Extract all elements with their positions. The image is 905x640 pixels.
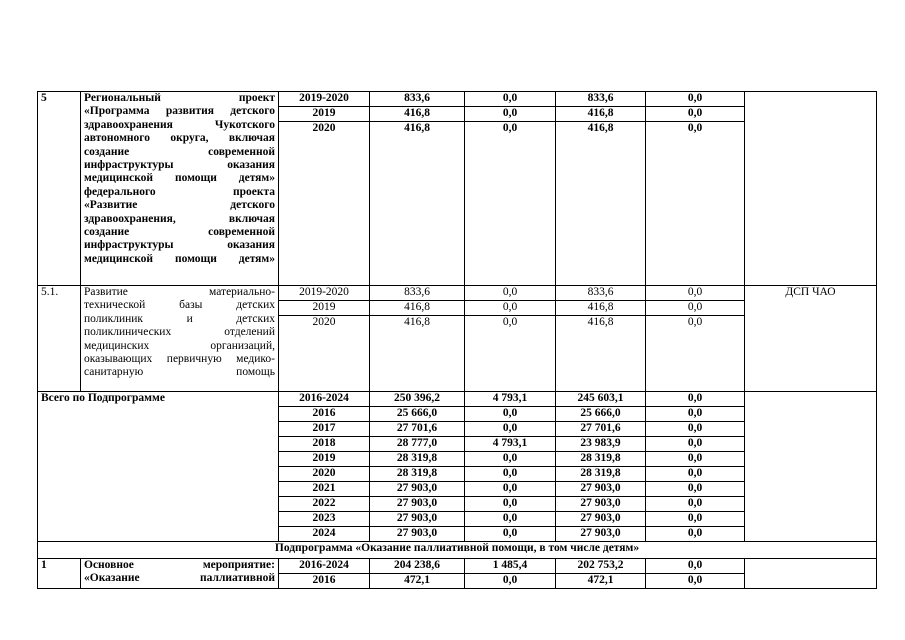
subprogram-total-federal-budget-cell: 0,0 bbox=[465, 452, 556, 467]
subprogram-total-total-cell: 27 903,0 bbox=[370, 497, 465, 512]
project-5-regional-budget-cell: 416,8 bbox=[556, 107, 646, 122]
activity-1-regional-budget-cell: 472,1 bbox=[556, 574, 646, 589]
subprogram-total-year-cell: 2023 bbox=[279, 512, 370, 527]
subprogram-total-federal-budget-cell: 0,0 bbox=[465, 527, 556, 542]
subprogram-total-year-cell: 2017 bbox=[279, 422, 370, 437]
subprogram-total-year-cell: 2021 bbox=[279, 482, 370, 497]
project-5-year-cell: 2019 bbox=[279, 107, 370, 122]
project-5-other-sources-cell: 0,0 bbox=[646, 122, 745, 286]
subprogram-total-other-sources-cell: 0,0 bbox=[646, 527, 745, 542]
item-5-1-description-line: санитарную помощь bbox=[84, 366, 275, 379]
project-5-description-line: федерального проекта bbox=[84, 185, 275, 198]
subprogram-total-row bbox=[38, 392, 877, 407]
project-5-federal-budget-cell: 0,0 bbox=[465, 107, 556, 122]
project-5-other-sources-cell: 0,0 bbox=[646, 92, 745, 107]
project-5-description-line: создание современной bbox=[84, 145, 275, 158]
subprogram-total-year-cell: 2018 bbox=[279, 437, 370, 452]
project-5-total-cell: 416,8 bbox=[370, 122, 465, 286]
subprogram-total-other-sources-cell: 0,0 bbox=[646, 392, 745, 407]
item-5-1-other-sources-cell: 0,0 bbox=[646, 316, 745, 392]
activity-1-description-line: «Оказание паллиативной bbox=[84, 572, 275, 585]
item-5-1-description-line: технической базы детских bbox=[84, 299, 275, 312]
project-5-description-line: инфраструктуры оказания bbox=[84, 239, 275, 252]
project-5-other-sources-cell: 0,0 bbox=[646, 107, 745, 122]
project-5-description-line: здравоохранения, включая bbox=[84, 212, 275, 225]
subprogram-total-year-cell: 2022 bbox=[279, 497, 370, 512]
project-5-description-line: здравоохранения Чукотского bbox=[84, 118, 275, 131]
subprogram-total-year-cell: 2024 bbox=[279, 527, 370, 542]
item-5-1-regional-budget-cell: 416,8 bbox=[556, 316, 646, 392]
activity-1-year-cell: 2016 bbox=[279, 574, 370, 589]
project-5-executor bbox=[745, 92, 877, 286]
subprogram-total-federal-budget-cell: 0,0 bbox=[465, 512, 556, 527]
subprogram-total-federal-budget-cell: 0,0 bbox=[465, 482, 556, 497]
activity-1-year-cell: 2016-2024 bbox=[279, 559, 370, 574]
subprogram-total-other-sources-cell: 0,0 bbox=[646, 512, 745, 527]
project-5-number: 5 bbox=[38, 92, 81, 286]
subprogram-total-other-sources-cell: 0,0 bbox=[646, 482, 745, 497]
item-5-1-federal-budget-cell: 0,0 bbox=[465, 286, 556, 301]
activity-1-federal-budget-cell: 0,0 bbox=[465, 574, 556, 589]
subprogram-total-year-cell: 2016-2024 bbox=[279, 392, 370, 407]
subprogram-total-federal-budget-cell: 4 793,1 bbox=[465, 437, 556, 452]
subprogram-total-regional-budget-cell: 27 903,0 bbox=[556, 527, 646, 542]
item-5-1-other-sources-cell: 0,0 bbox=[646, 286, 745, 301]
subprogram-total-regional-budget-cell: 25 666,0 bbox=[556, 407, 646, 422]
item-5-1-total-cell: 833,6 bbox=[370, 286, 465, 301]
activity-1-regional-budget-cell: 202 753,2 bbox=[556, 559, 646, 574]
budget-table bbox=[37, 91, 877, 589]
subprogram-total-regional-budget-cell: 245 603,1 bbox=[556, 392, 646, 407]
activity-1-number: 1 bbox=[38, 559, 81, 589]
project-5-total-cell: 416,8 bbox=[370, 107, 465, 122]
subprogram-total-regional-budget-cell: 27 903,0 bbox=[556, 497, 646, 512]
item-5-1-description-line: оказывающих первичную медико- bbox=[84, 353, 275, 366]
subprogram-total-regional-budget-cell: 27 903,0 bbox=[556, 482, 646, 497]
project-5-description-line: «Программа развития детского bbox=[84, 105, 275, 118]
subprogram-total-total-cell: 27 903,0 bbox=[370, 482, 465, 497]
subprogram-total-total-cell: 28 319,8 bbox=[370, 452, 465, 467]
activity-1-executor bbox=[745, 559, 877, 589]
item-5-1-federal-budget-cell: 0,0 bbox=[465, 316, 556, 392]
subprogram-total-total-cell: 25 666,0 bbox=[370, 407, 465, 422]
activity-1-other-sources-cell: 0,0 bbox=[646, 559, 745, 574]
subprogram-total-executor bbox=[745, 392, 877, 542]
subprogram-total-regional-budget-cell: 27 903,0 bbox=[556, 512, 646, 527]
subprogram-total-federal-budget-cell: 0,0 bbox=[465, 422, 556, 437]
subprogram-total-year-cell: 2016 bbox=[279, 407, 370, 422]
subprogram-total-total-cell: 27 903,0 bbox=[370, 512, 465, 527]
subprogram-total-regional-budget-cell: 23 983,9 bbox=[556, 437, 646, 452]
activity-1-other-sources-cell: 0,0 bbox=[646, 574, 745, 589]
project-5-regional-budget-cell: 416,8 bbox=[556, 122, 646, 286]
item-5-1-total-cell: 416,8 bbox=[370, 316, 465, 392]
activity-1-row bbox=[38, 559, 877, 574]
project-5-description-line: медицинской помощи детям» bbox=[84, 172, 275, 185]
activity-1-total-cell: 472,1 bbox=[370, 574, 465, 589]
item-5-1-description bbox=[81, 286, 279, 392]
project-5-total-cell: 833,6 bbox=[370, 92, 465, 107]
project-5-regional-budget-cell: 833,6 bbox=[556, 92, 646, 107]
project-5-description-line: инфраструктуры оказания bbox=[84, 159, 275, 172]
subprogram-total-federal-budget-cell: 0,0 bbox=[465, 407, 556, 422]
subprogram-total-total-cell: 28 319,8 bbox=[370, 467, 465, 482]
item-5-1-regional-budget-cell: 833,6 bbox=[556, 286, 646, 301]
project-5-description-line: создание современной bbox=[84, 226, 275, 239]
item-5-1-regional-budget-cell: 416,8 bbox=[556, 301, 646, 316]
project-5-federal-budget-cell: 0,0 bbox=[465, 92, 556, 107]
item-5-1-row bbox=[38, 286, 877, 301]
subprogram-total-year-cell: 2019 bbox=[279, 452, 370, 467]
subprogram-total-other-sources-cell: 0,0 bbox=[646, 422, 745, 437]
activity-1-total-cell: 204 238,6 bbox=[370, 559, 465, 574]
subprogram-total-total-cell: 28 777,0 bbox=[370, 437, 465, 452]
subprogram-total-year-cell: 2020 bbox=[279, 467, 370, 482]
item-5-1-year-cell: 2019 bbox=[279, 301, 370, 316]
project-5-description bbox=[81, 92, 279, 286]
activity-1-description bbox=[81, 559, 279, 589]
subprogram-title: Подпрограмма «Оказание паллиативной помощи, в том числе детям» bbox=[38, 542, 877, 559]
item-5-1-year-cell: 2019-2020 bbox=[279, 286, 370, 301]
subprogram-total-other-sources-cell: 0,0 bbox=[646, 452, 745, 467]
subprogram-total-regional-budget-cell: 28 319,8 bbox=[556, 467, 646, 482]
subprogram-total-total-cell: 27 903,0 bbox=[370, 527, 465, 542]
item-5-1-description-line: Развитие материально- bbox=[84, 286, 275, 298]
item-5-1-description-line: поликлиник и детских bbox=[84, 312, 275, 325]
project-5-year-cell: 2019-2020 bbox=[279, 92, 370, 107]
project-5-row bbox=[38, 92, 877, 107]
project-5-description-line: автономного округа, включая bbox=[84, 132, 275, 145]
subprogram-total-other-sources-cell: 0,0 bbox=[646, 497, 745, 512]
subprogram-total-federal-budget-cell: 0,0 bbox=[465, 467, 556, 482]
subprogram-total-regional-budget-cell: 28 319,8 bbox=[556, 452, 646, 467]
project-5-year-cell: 2020 bbox=[279, 122, 370, 286]
project-5-federal-budget-cell: 0,0 bbox=[465, 122, 556, 286]
subprogram-total-other-sources-cell: 0,0 bbox=[646, 407, 745, 422]
project-5-description-line: Региональный проект bbox=[84, 92, 275, 104]
item-5-1-description-line: поликлинических отделений bbox=[84, 326, 275, 339]
subprogram-total-total-cell: 27 701,6 bbox=[370, 422, 465, 437]
subprogram-total-federal-budget-cell: 4 793,1 bbox=[465, 392, 556, 407]
subprogram-total-label: Всего по Подпрограмме bbox=[38, 392, 279, 542]
item-5-1-total-cell: 416,8 bbox=[370, 301, 465, 316]
project-5-description-line: медицинской помощи детям» bbox=[84, 252, 275, 265]
subprogram-total-regional-budget-cell: 27 701,6 bbox=[556, 422, 646, 437]
subprogram-total-other-sources-cell: 0,0 bbox=[646, 437, 745, 452]
subprogram-total-other-sources-cell: 0,0 bbox=[646, 467, 745, 482]
item-5-1-number: 5.1. bbox=[38, 286, 81, 392]
item-5-1-other-sources-cell: 0,0 bbox=[646, 301, 745, 316]
project-5-description-line: «Развитие детского bbox=[84, 199, 275, 212]
activity-1-description-line: Основное мероприятие: bbox=[84, 559, 275, 571]
item-5-1-year-cell: 2020 bbox=[279, 316, 370, 392]
item-5-1-description-line: медицинских организаций, bbox=[84, 339, 275, 352]
item-5-1-federal-budget-cell: 0,0 bbox=[465, 301, 556, 316]
subprogram-total-total-cell: 250 396,2 bbox=[370, 392, 465, 407]
item-5-1-executor: ДСП ЧАО bbox=[745, 286, 877, 392]
activity-1-federal-budget-cell: 1 485,4 bbox=[465, 559, 556, 574]
subprogram-total-federal-budget-cell: 0,0 bbox=[465, 497, 556, 512]
subprogram-header-row bbox=[38, 542, 877, 559]
